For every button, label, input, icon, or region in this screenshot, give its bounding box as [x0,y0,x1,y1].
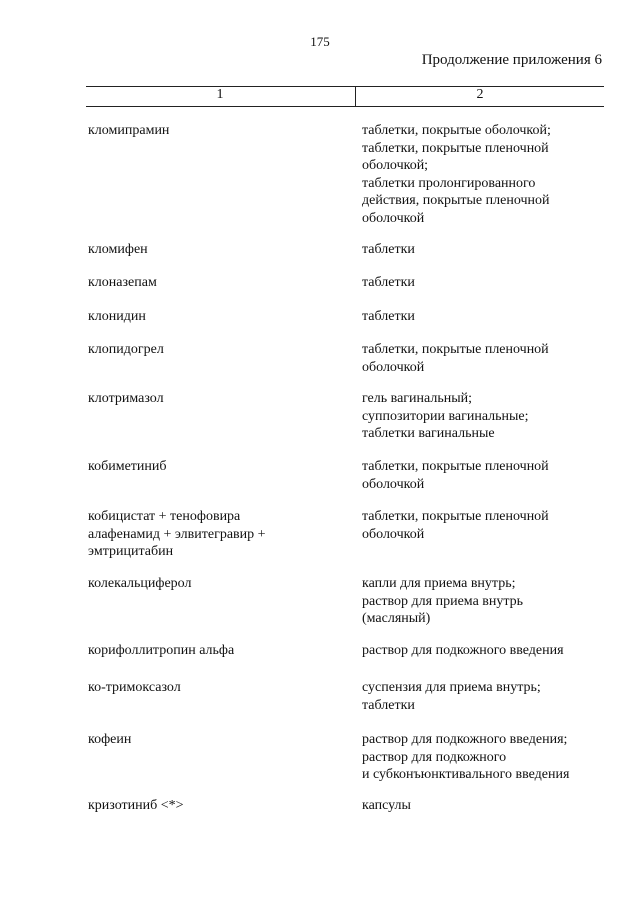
drug-name-line: кобицистат + тенофовира [88,509,241,524]
dosage-form-line: (масляный) [362,611,431,626]
dosage-form-line: таблетки, покрытые пленочной [362,342,549,357]
dosage-form-line: раствор для подкожного введения [362,643,564,658]
dosage-form-line: таблетки пролонгированного [362,175,536,191]
dosage-form-line: и субконъюнктивального введения [362,767,570,782]
dosage-form-line: таблетки вагинальные [362,426,495,441]
dosage-form-line: суппозитории вагинальные; [362,408,529,424]
dosage-form [362,731,622,784]
drug-name [88,731,343,749]
dosage-form [362,341,622,376]
drug-name [88,797,343,815]
dosage-form-line: таблетки [362,697,415,713]
drug-name [88,122,343,140]
dosage-form-line: действия, покрытые пленочной [362,193,550,208]
dosage-form [362,274,622,292]
drug-name-line: кломипрамин [88,123,170,138]
drug-name [88,308,343,326]
drug-name [88,458,343,476]
dosage-form-line: капли для приема внутрь; [362,576,516,591]
drug-name-line: эмтрицитабин [88,544,174,559]
drug-name-line: клопидогрел [88,342,164,357]
drug-name [88,390,343,408]
drug-name-line: кломифен [88,242,148,257]
drug-name [88,241,343,259]
dosage-form-line: гель вагинальный; [362,391,472,406]
drug-name [88,508,343,561]
dosage-form-line: таблетки [362,242,415,257]
dosage-form-line: раствор для подкожного [362,749,507,765]
dosage-form-line: таблетки [362,275,415,290]
drug-name-line: клотримазол [88,391,164,406]
dosage-form [362,241,622,259]
dosage-form [362,458,622,493]
dosage-form-line: раствор для приема внутрь [362,593,524,609]
dosage-form-line: капсулы [362,798,411,813]
drug-name [88,341,343,359]
drug-name [88,575,343,593]
dosage-form-line: оболочкой; [362,158,429,173]
dosage-form-line: таблетки, покрытые оболочкой; [362,123,551,138]
drug-name-line: клоназепам [88,275,157,290]
dosage-form [362,390,622,443]
drug-name-line: кобиметиниб [88,459,167,474]
column-header-2: 2 [476,87,484,102]
dosage-form-line: оболочкой [362,359,425,375]
drug-name-line: кризотиниб <*> [88,798,184,813]
drug-name-line: корифоллитропин альфа [88,643,235,658]
dosage-form-line: раствор для подкожного введения; [362,732,568,747]
dosage-form [362,508,622,543]
dosage-form [362,575,622,628]
page-number: 175 [310,34,330,49]
drug-name-line: алафенамид + элвитегравир + [88,526,266,542]
drug-name [88,274,343,292]
dosage-form [362,642,622,660]
column-header-1: 1 [216,87,224,102]
dosage-form-line: оболочкой [362,210,425,226]
dosage-form-line: суспензия для приема внутрь; [362,680,541,695]
table-header-bottom-rule [86,106,604,107]
drug-name [88,679,343,697]
drug-name [88,642,343,660]
dosage-form-line: таблетки [362,309,415,324]
dosage-form-line: таблетки, покрытые пленочной [362,140,549,156]
dosage-form [362,122,622,227]
dosage-form [362,679,622,714]
dosage-form [362,308,622,326]
dosage-form-line: таблетки, покрытые пленочной [362,459,549,474]
dosage-form-line: таблетки, покрытые пленочной [362,509,549,524]
drug-name-line: ко-тримоксазол [88,680,181,695]
drug-name-line: клонидин [88,309,146,324]
dosage-form-line: оболочкой [362,476,425,492]
drug-name-line: колекальциферол [88,576,192,591]
dosage-form [362,797,622,815]
drug-name-line: кофеин [88,732,132,747]
appendix-note: Продолжение приложения 6 [421,52,602,68]
dosage-form-line: оболочкой [362,526,425,542]
